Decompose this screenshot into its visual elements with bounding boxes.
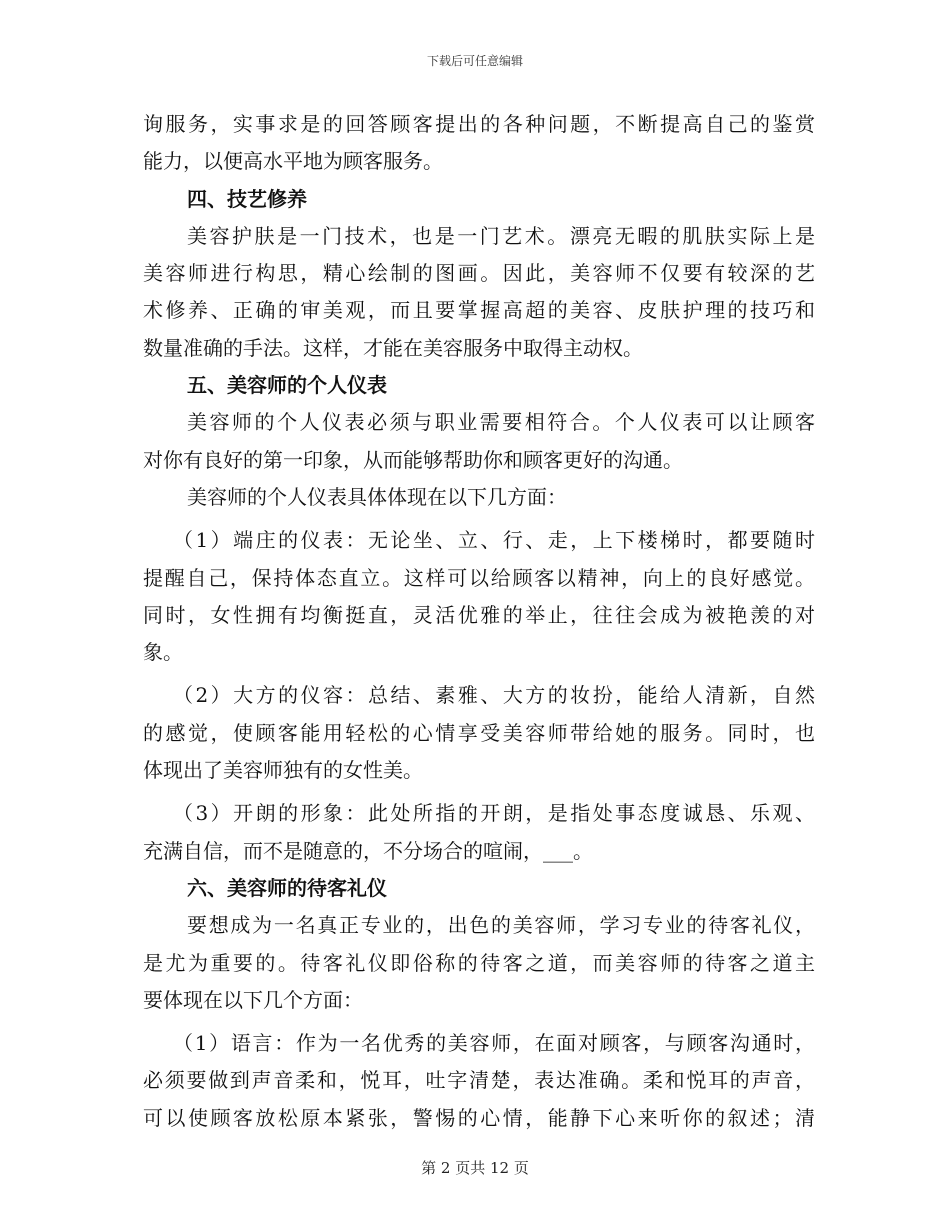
paragraph-line: 同时，女性拥有均衡挺直，灵活优雅的举止，往往会成为被艳羡的对 xyxy=(143,602,815,627)
paragraph-line: 体现出了美容师独有的女性美。 xyxy=(143,758,423,783)
paragraph-line: 充满自信，而不是随意的，不分场合的喧闹，___。 xyxy=(143,838,593,863)
section-heading: 六、美容师的待客礼仪 xyxy=(187,875,387,900)
paragraph-line: 必须要做到声音柔和，悦耳，吐字清楚，表达准确。柔和悦耳的声音， xyxy=(143,1068,815,1093)
paragraph-line: 数量准确的手法。这样，才能在美容服务中取得主动权。 xyxy=(143,335,643,360)
list-item-line: （2）大方的仪容：总结、素雅、大方的妆扮，能给人清新，自然 xyxy=(173,683,815,708)
paragraph-line: 可以使顾客放松原本紧张，警惕的心情，能静下心来听你的叙述；清 xyxy=(143,1105,815,1130)
paragraph-line: 要想成为一名真正专业的，出色的美容师，学习专业的待客礼仪， xyxy=(187,913,815,938)
paragraph-line: 术修养、正确的审美观，而且要掌握高超的美容、皮肤护理的技巧和 xyxy=(143,298,815,323)
list-item-line: （3）开朗的形象：此处所指的开朗，是指处事态度诚恳、乐观、 xyxy=(173,801,815,826)
list-item-line: （1）端庄的仪表：无论坐、立、行、走，上下楼梯时，都要随时 xyxy=(173,528,815,553)
paragraph-line: 要体现在以下几个方面： xyxy=(143,987,363,1012)
paragraph-line: 象。 xyxy=(143,640,183,665)
section-heading: 四、技艺修养 xyxy=(187,186,307,211)
document-body xyxy=(143,106,815,1137)
paragraph-line: 美容师的个人仪表必须与职业需要相符合。个人仪表可以让顾客 xyxy=(187,410,815,435)
paragraph-line: 询服务，实事求是的回答顾客提出的各种问题，不断提高自己的鉴赏 xyxy=(143,112,815,136)
list-item-line: （1）语言：作为一名优秀的美容师，在面对顾客，与顾客沟通时， xyxy=(173,1031,815,1056)
paragraph-line: 提醒自己，保持体态直立。这样可以给顾客以精神，向上的良好感觉。 xyxy=(143,565,815,590)
paragraph-line: 的感觉，使顾客能用轻松的心情享受美容师带给她的服务。同时，也 xyxy=(143,720,815,745)
paragraph-line: 是尤为重要的。待客礼仪即俗称的待客之道，而美容师的待客之道主 xyxy=(143,950,815,975)
paragraph-line: 美容师的个人仪表具体体现在以下几方面： xyxy=(187,484,567,509)
paragraph-line: 对你有良好的第一印象，从而能够帮助你和顾客更好的沟通。 xyxy=(143,447,683,472)
page-footer: 第 2 页共 12 页 xyxy=(421,1159,529,1177)
section-heading: 五、美容师的个人仪表 xyxy=(187,373,387,398)
paragraph-line: 美容师进行构思，精心绘制的图画。因此，美容师不仅要有较深的艺 xyxy=(143,261,815,286)
page-header: 下载后可任意编辑 xyxy=(426,54,523,68)
paragraph-line: 能力，以便高水平地为顾客服务。 xyxy=(143,149,443,174)
paragraph-line: 美容护肤是一门技术，也是一门艺术。漂亮无暇的肌肤实际上是 xyxy=(187,223,815,248)
